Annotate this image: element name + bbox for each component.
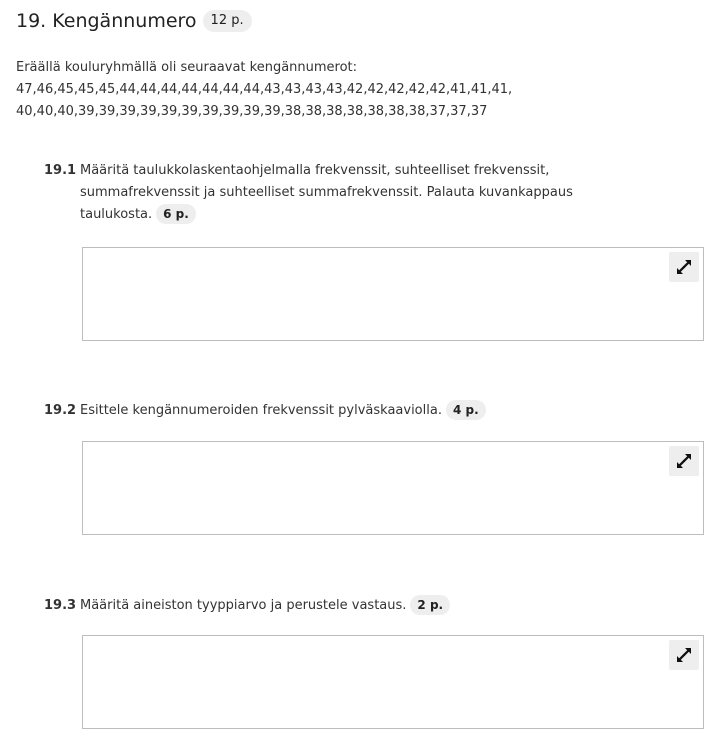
subquestion-text-line xyxy=(80,400,684,422)
subquestion-points-badge: 6 p. xyxy=(156,204,196,224)
subquestion-text xyxy=(80,400,684,422)
intro-data-line: 47,46,45,45,45,44,44,44,44,44,44,44,43,43,43,43,42,42,42,42,42,41,41,41, xyxy=(16,82,513,97)
subquestion-text-line: Määritä taulukkolaskentaohjelmalla frekvenssit, suhteelliset frekvenssit, xyxy=(80,163,550,178)
answer-box-19-3[interactable] xyxy=(82,635,704,729)
subquestion-19-3 xyxy=(44,595,684,617)
question-intro xyxy=(16,57,706,123)
answer-box-19-1[interactable] xyxy=(82,247,704,341)
answer-box-19-2[interactable] xyxy=(82,441,704,535)
subquestion-text-line-end: Esittele kengännumeroiden frekvenssit pylväskaaviolla. xyxy=(80,403,442,418)
subquestion-19-2 xyxy=(44,400,684,422)
subquestion-text-line xyxy=(80,204,684,226)
question-points-badge: 12 p. xyxy=(203,10,252,32)
subquestion-text-line: summafrekvenssit ja suhteelliset summafrekvenssit. Palauta kuvankappaus xyxy=(80,185,573,200)
subquestion-number: 19.1 xyxy=(44,163,77,178)
subquestion-text xyxy=(80,160,684,226)
expand-icon xyxy=(675,452,693,470)
expand-icon xyxy=(675,258,693,276)
subquestion-points-badge: 2 p. xyxy=(410,595,450,615)
subquestion-text-line-end: Määritä aineiston tyyppiarvo ja perustele vastaus. xyxy=(80,598,407,613)
intro-line: Eräällä kouluryhmällä oli seuraavat kengännumerot: xyxy=(16,60,358,75)
expand-button[interactable] xyxy=(669,252,699,282)
intro-data-line: 40,40,40,39,39,39,39,39,39,39,39,39,39,38,38,38,38,38,38,38,37,37,37 xyxy=(16,104,488,119)
question-title xyxy=(16,10,252,32)
expand-icon xyxy=(675,646,693,664)
subquestion-number: 19.3 xyxy=(44,598,77,613)
subquestion-text xyxy=(80,595,684,617)
subquestion-points-badge: 4 p. xyxy=(446,400,486,420)
subquestion-19-1 xyxy=(44,160,684,226)
subquestion-text-line xyxy=(80,595,684,617)
question-title-text: 19. Kengännumero xyxy=(16,10,197,32)
expand-button[interactable] xyxy=(669,446,699,476)
subquestion-text-line-end: taulukosta. xyxy=(80,207,153,222)
expand-button[interactable] xyxy=(669,640,699,670)
subquestion-number: 19.2 xyxy=(44,403,77,418)
